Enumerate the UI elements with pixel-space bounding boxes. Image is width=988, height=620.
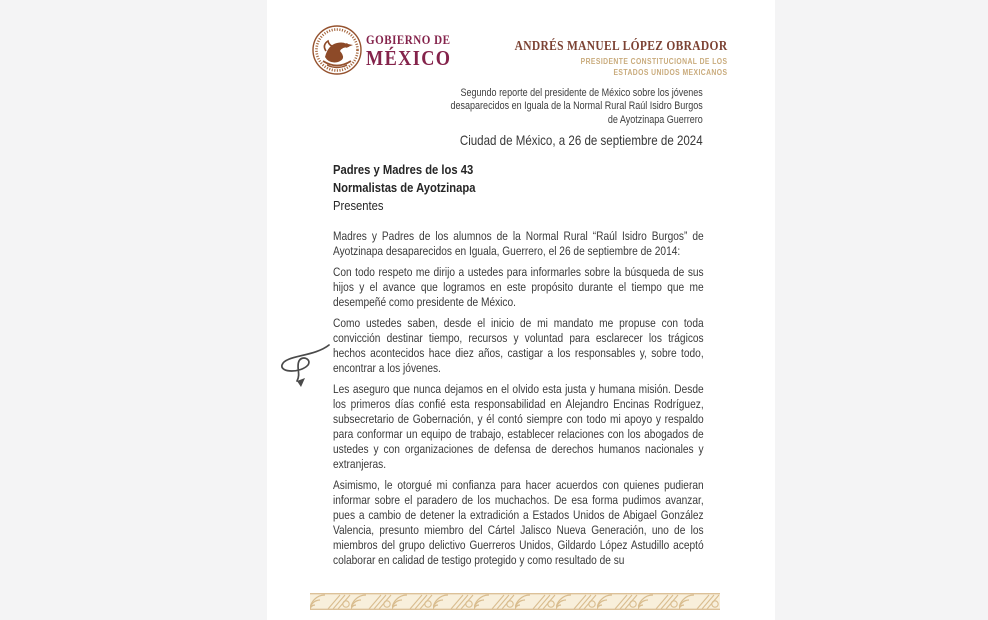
president-name: ANDRÉS MANUEL LÓPEZ OBRADOR — [514, 38, 727, 53]
paragraph-3: Como ustedes saben, desde el inicio de mi mandato me propuse con toda convicción destinar tiempo, recursos y voluntad para esclarecer los trágicos hechos acontecidos hace diez años, castigar a los responsables y, sobre todo, encontrar a los jóvenes. — [333, 316, 704, 375]
handwritten-arrow-scribble-icon — [274, 338, 334, 388]
gobierno-de-mexico-wordmark — [366, 33, 451, 70]
letter-body — [333, 229, 704, 587]
date-line: Ciudad de México, a 26 de septiembre de 2024 — [460, 133, 703, 148]
wordmark-line1: GOBIERNO DE — [366, 32, 451, 47]
president-title — [514, 57, 727, 79]
subtitle-line: Segundo reporte del presidente de México sobre los jóvenes — [460, 87, 703, 99]
addressee-block — [333, 161, 475, 214]
subtitle-line: desaparecidos en Iguala de la Normal Rural Raúl Isidro Burgos — [450, 100, 703, 113]
report-subtitle — [451, 87, 703, 127]
president-title-line1: PRESIDENTE CONSTITUCIONAL DE LOS — [580, 57, 727, 66]
president-header — [514, 38, 727, 79]
addressee-line1: Padres y Madres de los 43 — [333, 162, 474, 177]
president-title-line2: ESTADOS UNIDOS MEXICANOS — [613, 67, 727, 77]
subtitle-line: de Ayotzinapa Guerrero — [608, 113, 703, 126]
addressee-line2: Normalistas de Ayotzinapa — [333, 179, 476, 195]
aztec-greca-gold-band-icon — [310, 593, 720, 610]
paragraph-5: Asimismo, le otorgué mi confianza para hacer acuerdos con quienes pudieran informar sobre el paradero de los muchachos. De esa forma pudimos avanzar, pues a cambio de detener la extradición a Estados Unidos de Abigael González Valencia, presunto miembro del Cártel Jalisco Nueva Generación, uno de los miembros del grupo delictivo Guerreros Unidos, Gildardo López Astudillo aceptó colaborar en calidad de testigo protegido y como resultado de su — [333, 478, 704, 567]
paragraph-2: Con todo respeto me dirijo a ustedes para informarles sobre la búsqueda de sus hijos y el avance que logramos en este propósito durante el tiempo que me desempeñé como presidente de México. — [333, 265, 704, 309]
addressee-line3: Presentes — [333, 197, 384, 213]
mexican-eagle-seal-icon — [311, 24, 363, 76]
paragraph-1: Madres y Padres de los alumnos de la Normal Rural “Raúl Isidro Burgos” de Ayotzinapa desaparecidos en Iguala, Guerrero, el 26 de septiembre de 2014: — [333, 229, 704, 258]
letter-page — [267, 0, 775, 620]
paragraph-4: Les aseguro que nunca dejamos en el olvido esta justa y humana misión. Desde los primeros días confié esta responsabilidad en Alejandro Encinas Rodríguez, subsecretario de Gobernación, y él contó siempre con todo mi apoyo y respaldo para conformar un equipo de trabajo, establecer relaciones con los abogados de ustedes y con organizaciones de defensa de derechos humanos nacionales y extranjeras. — [333, 382, 704, 471]
wordmark-line2: MÉXICO — [366, 46, 452, 70]
